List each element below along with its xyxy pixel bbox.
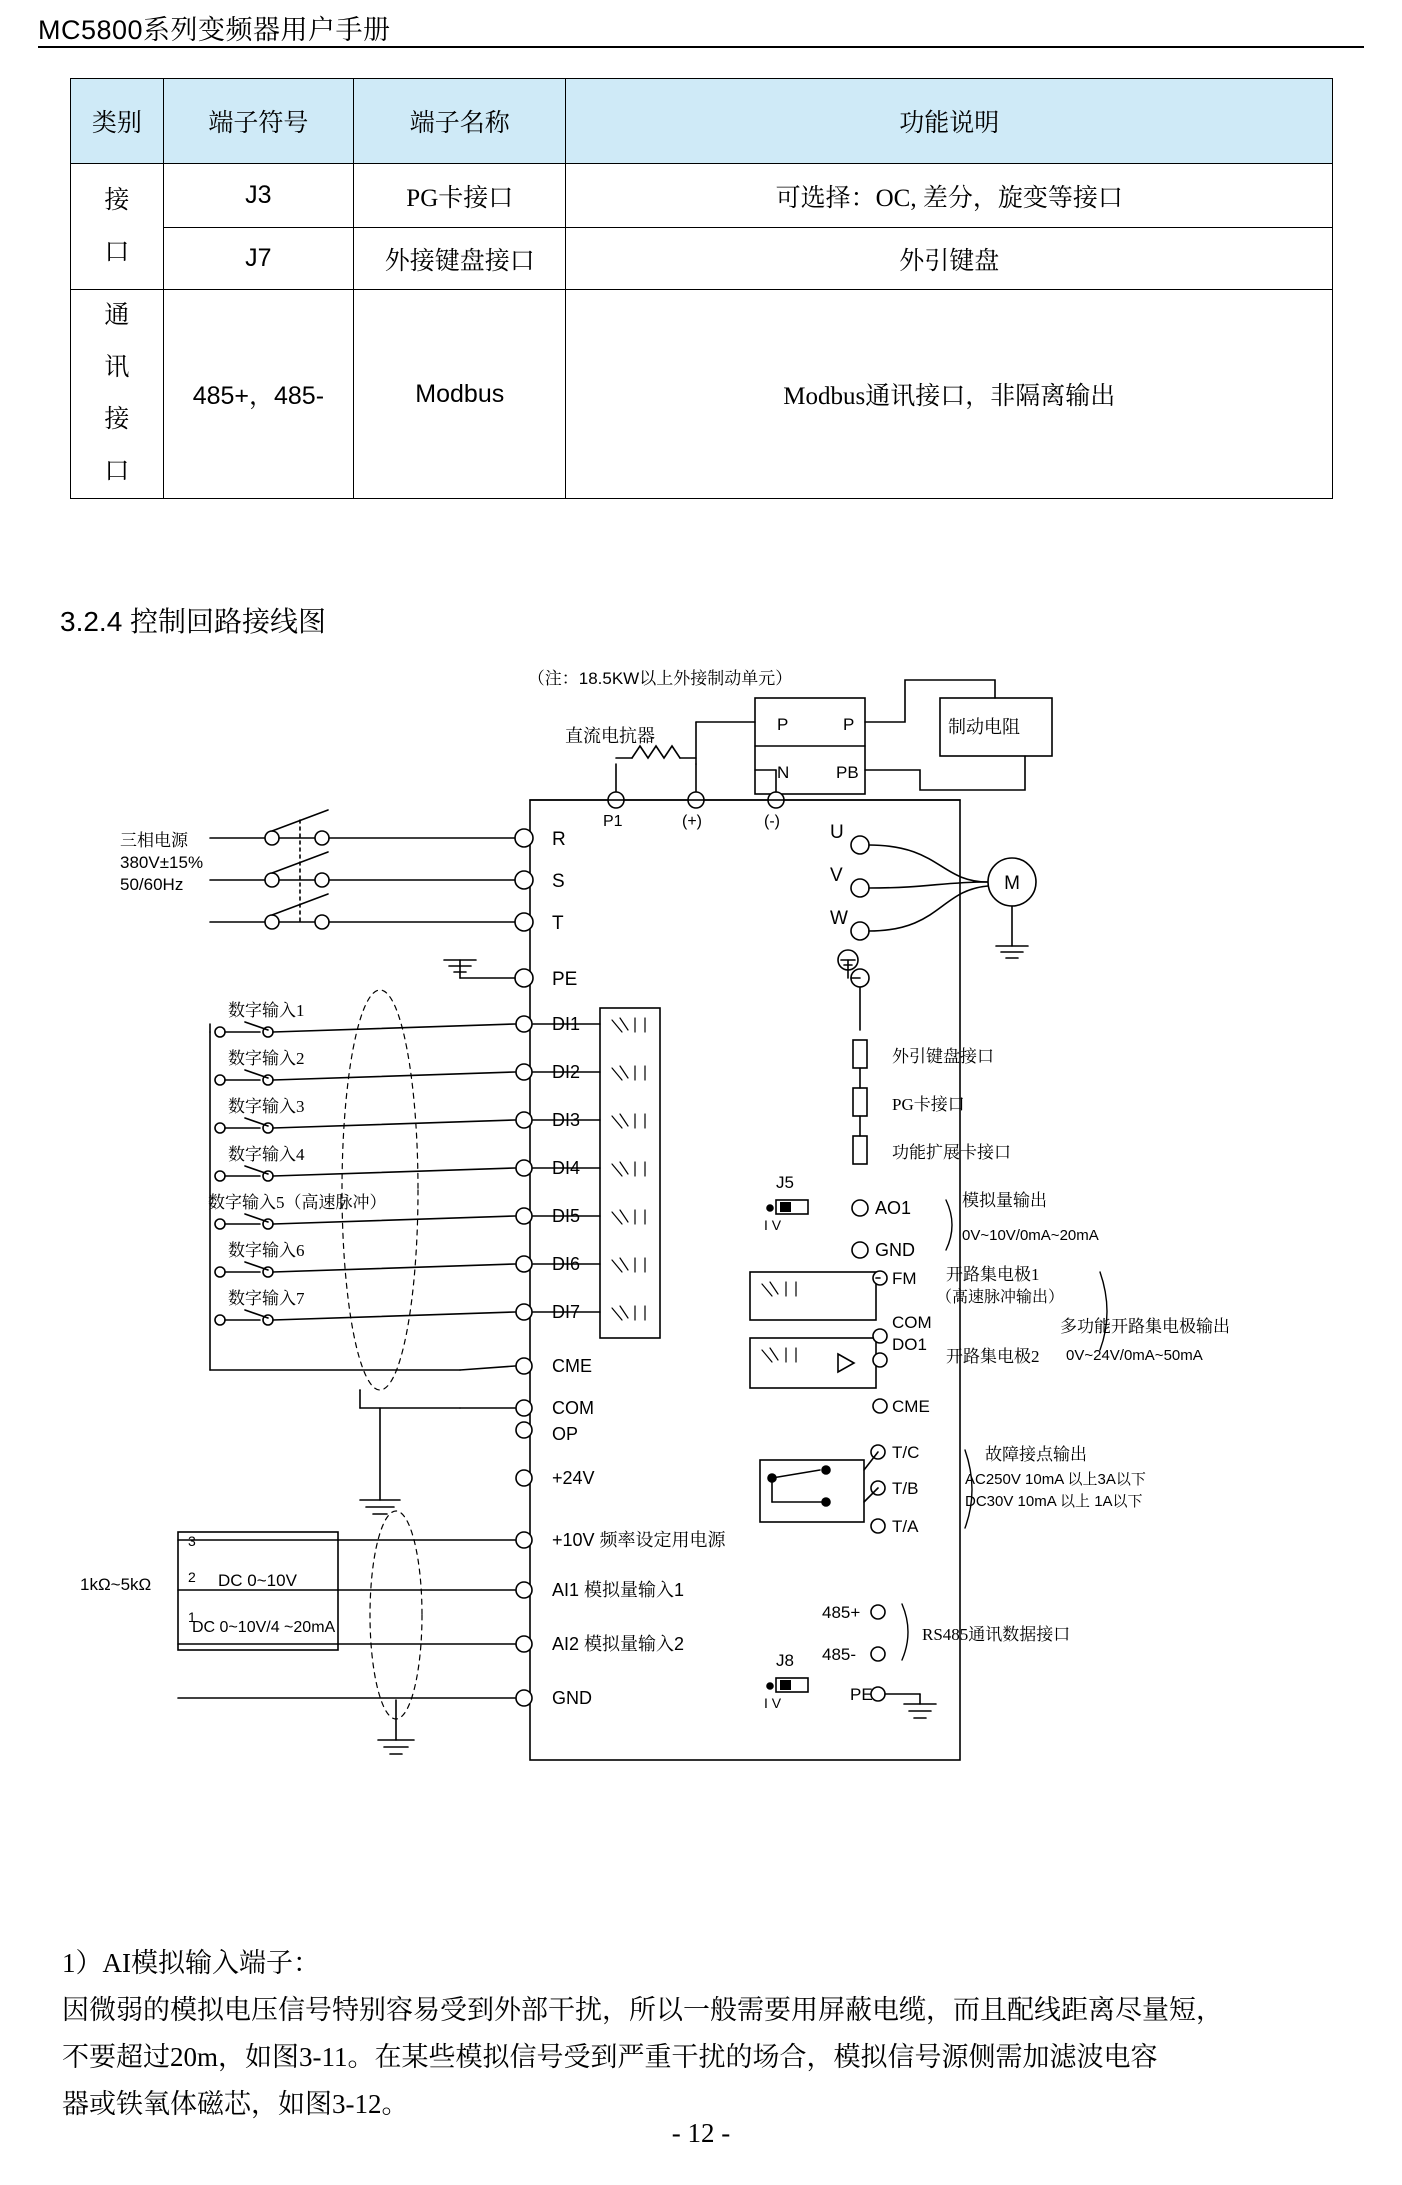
svg-text:485+: 485+ <box>822 1603 861 1622</box>
svg-text:外引键盘接口: 外引键盘接口 <box>892 1047 994 1066</box>
svg-text:T/B: T/B <box>892 1479 919 1498</box>
page-header: MC5800系列变频器用户手册 <box>38 15 391 45</box>
table-row <box>71 228 1333 290</box>
category-char-1: 通 <box>104 302 130 329</box>
svg-text:P1: P1 <box>603 813 623 830</box>
svg-text:PE: PE <box>552 969 578 990</box>
col-header-function: 功能说明 <box>566 79 1333 164</box>
svg-text:DI1: DI1 <box>552 1014 581 1034</box>
svg-text:DC30V 10mA 以上 1A以下: DC30V 10mA 以上 1A以下 <box>965 1493 1143 1510</box>
svg-text:OP: OP <box>552 1424 579 1444</box>
table-header-row <box>71 79 1333 164</box>
svg-text:S: S <box>552 871 565 892</box>
cell-function-modbus: Modbus通讯接口，非隔离输出 <box>566 290 1333 499</box>
cell-symbol-j3: J3 <box>163 164 353 228</box>
svg-text:3: 3 <box>188 1533 196 1549</box>
table-row <box>71 164 1333 228</box>
col-header-name: 端子名称 <box>354 79 566 164</box>
svg-text:DI5: DI5 <box>552 1206 581 1226</box>
category-char-3: 接 <box>104 406 130 433</box>
label-motor: M <box>1004 873 1020 894</box>
svg-text:P: P <box>777 715 789 734</box>
svg-text:DI4: DI4 <box>552 1158 581 1178</box>
svg-text:380V±15%: 380V±15% <box>120 853 204 872</box>
svg-text:485-: 485- <box>822 1645 857 1664</box>
svg-text:DI2: DI2 <box>552 1062 581 1082</box>
cell-symbol-j7: J7 <box>163 228 353 290</box>
body-line-1: 1）AI模拟输入端子： <box>62 1948 320 1978</box>
svg-text:DI6: DI6 <box>552 1254 581 1274</box>
svg-text:数字输入1: 数字输入1 <box>228 1001 305 1020</box>
body-line-2: 因微弱的模拟电压信号特别容易受到外部干扰，所以一般需要用屏蔽电缆，而且配线距离尽量短， <box>62 1995 1223 2025</box>
svg-text:DI3: DI3 <box>552 1110 581 1130</box>
svg-text:数字输入2: 数字输入2 <box>228 1049 305 1068</box>
svg-text:数字输入3: 数字输入3 <box>228 1097 305 1116</box>
svg-text:N: N <box>777 763 790 782</box>
svg-text:COM: COM <box>552 1398 594 1418</box>
svg-text:AI2 模拟量输入2: AI2 模拟量输入2 <box>552 1634 685 1654</box>
svg-text:+24V: +24V <box>552 1468 595 1488</box>
svg-text:T: T <box>552 913 564 934</box>
svg-text:COM: COM <box>892 1313 932 1332</box>
svg-text:AC250V 10mA 以上3A以下: AC250V 10mA 以上3A以下 <box>965 1471 1146 1488</box>
svg-text:PE: PE <box>850 1685 873 1704</box>
svg-text:CME: CME <box>552 1356 592 1376</box>
wiring-diagram <box>60 660 1350 1900</box>
terminal-spec-table <box>70 78 1333 499</box>
svg-text:RS485通讯数据接口: RS485通讯数据接口 <box>922 1625 1071 1644</box>
svg-text:T/A: T/A <box>892 1517 919 1536</box>
svg-text:T/C: T/C <box>892 1443 920 1462</box>
svg-text:开路集电极1: 开路集电极1 <box>946 1265 1040 1284</box>
category-char-4: 口 <box>104 458 130 485</box>
svg-text:DI7: DI7 <box>552 1302 581 1322</box>
svg-text:多功能开路集电极输出: 多功能开路集电极输出 <box>1060 1317 1230 1336</box>
svg-text:GND: GND <box>875 1240 915 1260</box>
svg-text:0V~10V/0mA~20mA: 0V~10V/0mA~20mA <box>962 1227 1099 1244</box>
cell-name-modbus: Modbus <box>354 290 566 499</box>
svg-text:0V~24V/0mA~50mA: 0V~24V/0mA~50mA <box>1066 1347 1203 1364</box>
cell-category-interface <box>71 164 164 290</box>
svg-text:开路集电极2: 开路集电极2 <box>946 1347 1040 1366</box>
svg-text:V: V <box>830 865 843 886</box>
svg-text:1kΩ~5kΩ: 1kΩ~5kΩ <box>80 1575 152 1594</box>
svg-text:2: 2 <box>188 1569 196 1585</box>
svg-text:R: R <box>552 829 566 850</box>
svg-text:GND: GND <box>552 1688 592 1708</box>
svg-text:P: P <box>843 715 855 734</box>
svg-text:（高速脉冲输出）: （高速脉冲输出） <box>936 1289 1065 1306</box>
svg-text:DC 0~10V: DC 0~10V <box>218 1571 297 1590</box>
svg-text:1: 1 <box>188 1609 196 1625</box>
svg-text:PB: PB <box>836 763 859 782</box>
svg-text:模拟量输出: 模拟量输出 <box>962 1191 1047 1210</box>
svg-text:W: W <box>830 908 848 929</box>
category-char-1: 接 <box>104 186 130 214</box>
svg-text:AI1 模拟量输入1: AI1 模拟量输入1 <box>552 1580 685 1600</box>
svg-text:CME: CME <box>892 1397 930 1416</box>
svg-text:数字输入7: 数字输入7 <box>228 1289 305 1308</box>
svg-text:I V: I V <box>764 1695 782 1711</box>
body-line-4: 器或铁氧体磁芯，如图3-12。 <box>62 2089 409 2119</box>
cell-name-pg: PG卡接口 <box>354 164 566 228</box>
svg-text:I V: I V <box>764 1217 782 1233</box>
svg-text:三相电源: 三相电源 <box>120 831 188 850</box>
cell-symbol-485: 485+，485- <box>163 290 353 499</box>
svg-text:数字输入6: 数字输入6 <box>228 1241 305 1260</box>
col-header-symbol: 端子符号 <box>163 79 353 164</box>
col-header-category: 类别 <box>71 79 164 164</box>
svg-text:数字输入4: 数字输入4 <box>228 1145 305 1164</box>
svg-text:DC 0~10V/4 ~20mA: DC 0~10V/4 ~20mA <box>192 1619 336 1636</box>
svg-text:U: U <box>830 822 844 843</box>
category-char-2: 讯 <box>104 354 130 381</box>
cell-name-keypad: 外接键盘接口 <box>354 228 566 290</box>
svg-text:(+): (+) <box>682 813 702 830</box>
svg-text:FM: FM <box>892 1269 917 1288</box>
section-heading: 3.2.4 控制回路接线图 <box>60 606 327 637</box>
svg-text:DO1: DO1 <box>892 1335 927 1354</box>
table-row <box>71 290 1333 499</box>
header-divider <box>38 46 1364 48</box>
svg-text:+10V 频率设定用电源: +10V 频率设定用电源 <box>552 1530 726 1550</box>
svg-text:PG卡接口: PG卡接口 <box>892 1095 965 1114</box>
svg-text:功能扩展卡接口: 功能扩展卡接口 <box>892 1143 1011 1162</box>
body-line-3: 不要超过20m，如图3-11。在某些模拟信号受到严重干扰的场合，模拟信号源侧需加滤波电容 <box>62 2042 1158 2072</box>
cell-function-pg: 可选择：OC, 差分，旋变等接口 <box>566 164 1333 228</box>
category-char-2: 口 <box>104 238 130 266</box>
svg-text:J8: J8 <box>776 1651 794 1670</box>
label-dc-reactor: 直流电抗器 <box>565 726 655 746</box>
svg-text:50/60Hz: 50/60Hz <box>120 875 184 894</box>
svg-text:数字输入5（高速脉冲）: 数字输入5（高速脉冲） <box>208 1193 387 1212</box>
page-number: - 12 - <box>671 2118 731 2148</box>
svg-text:故障接点输出: 故障接点输出 <box>985 1445 1087 1464</box>
svg-text:J5: J5 <box>776 1173 794 1192</box>
svg-text:AO1: AO1 <box>875 1198 912 1218</box>
cell-function-keypad: 外引键盘 <box>566 228 1333 290</box>
label-brake-resistor: 制动电阻 <box>948 717 1020 737</box>
body-paragraph <box>62 1940 1362 2128</box>
cell-category-comm <box>71 290 164 499</box>
diagram-note-top: （注：18.5KW以上外接制动单元） <box>527 669 793 688</box>
svg-text:(-): (-) <box>764 813 780 830</box>
